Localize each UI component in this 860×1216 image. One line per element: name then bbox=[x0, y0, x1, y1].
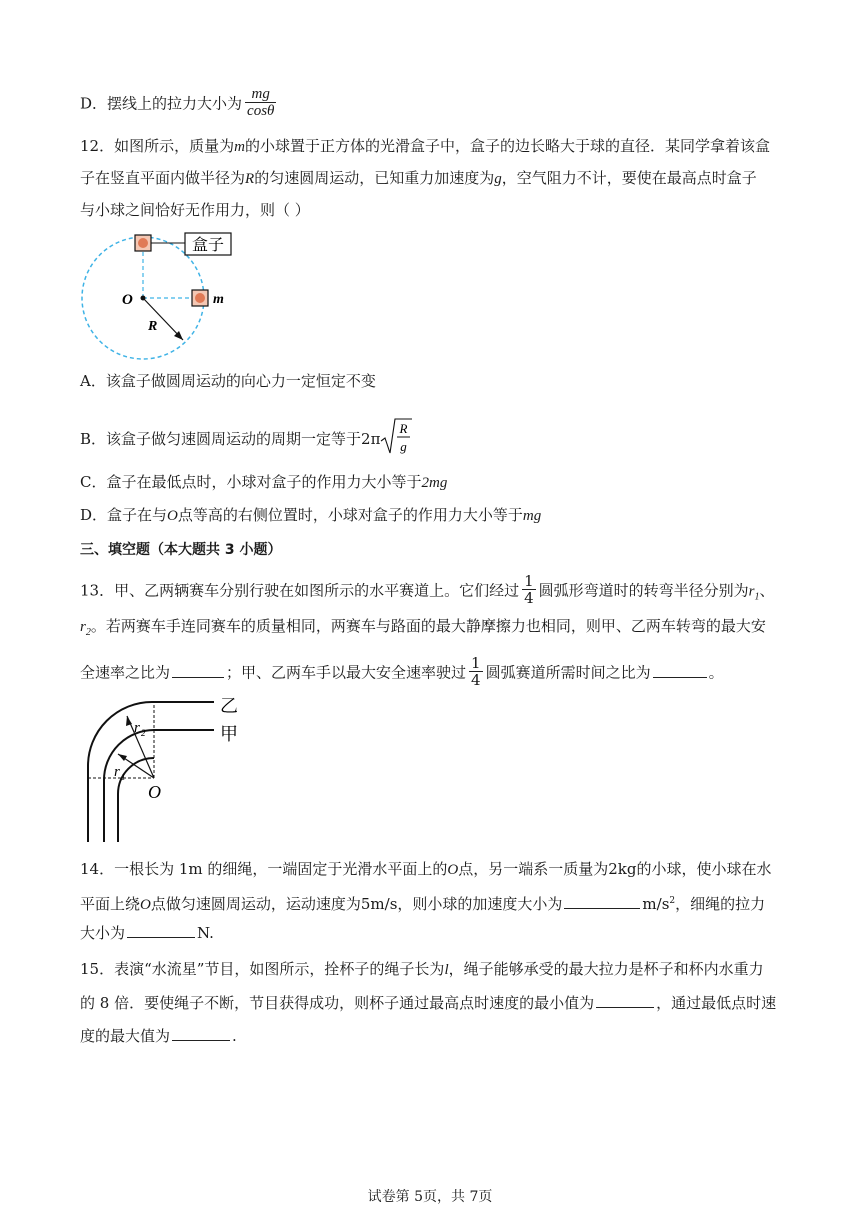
r1-sub-label: 1 bbox=[121, 772, 126, 782]
q12-circle-figure bbox=[80, 230, 250, 365]
q14-stem-line1: 14．一根长为 1m 的细绳，一端固定于光滑水平面上的O点，另一端系一质量为2kg的小球，使小球在水 bbox=[80, 860, 772, 878]
answer-blank-tension[interactable] bbox=[127, 921, 195, 938]
page-footer: 试卷第 5页，共 7页 bbox=[367, 1189, 493, 1205]
q13-track-figure bbox=[80, 694, 260, 844]
answer-blank-acceleration[interactable] bbox=[564, 892, 640, 909]
q13-stem-line1: 13．甲、乙两辆赛车分别行驶在如图所示的水平赛道上。它们经过 $\frac{1}{4}$ 圆弧形弯道时的转弯半径分别为$r_1$、 bbox=[80, 572, 775, 607]
quarter-fraction-2: $\frac{1}{4}$ bbox=[471, 654, 481, 689]
q15-stem-line3: 度的最大值为 . bbox=[80, 1024, 780, 1048]
q12-option-d: D．盒子在与O点等高的右侧位置时，小球对盒子的作用力大小等于mg bbox=[80, 506, 542, 524]
q11-option-d: D．摆线上的拉力大小为 $\frac{mg}{\cos\theta}$ bbox=[80, 86, 275, 119]
answer-blank-time-ratio[interactable] bbox=[653, 661, 707, 678]
q12-stem-line1: 12．如图所示，质量为m的小球置于正方体的光滑盒子中，盒子的边长略大于球的直径．某同学拿着该盒 bbox=[80, 137, 770, 155]
center-point bbox=[141, 296, 146, 301]
svg-text:R: R bbox=[399, 421, 408, 436]
q13-stem-line3: 全速率之比为 ；甲、乙两车手以最大安全速率驶过 $\frac{1}{4}$ 圆弧赛道所需时间之比为 。 bbox=[80, 654, 724, 689]
r2-label: r bbox=[134, 720, 140, 736]
r1-label: r bbox=[114, 764, 120, 780]
section-3-title: 三、填空题（本大题共 3 小题） bbox=[80, 542, 282, 558]
q14-stem-line3: 大小为 N. bbox=[80, 921, 780, 945]
q15-stem-line2: 的 8 倍．要使绳子不断，节目获得成功，则杯子通过最高点时速度的最小值为 ，通过最低点时速 bbox=[80, 991, 780, 1015]
radius-label: R bbox=[148, 319, 158, 334]
q12-option-a: A．该盒子做圆周运动的向心力一定恒定不变 bbox=[80, 372, 376, 390]
tension-fraction: $\frac{mg}{\cos\theta}$ bbox=[247, 86, 275, 119]
q13-stem-line2: $r_2$。若两赛车手连同赛车的质量相同，两赛车与路面的最大静摩擦力也相同，则甲、乙两车转弯的最大安 bbox=[80, 617, 766, 638]
mass-label: m bbox=[213, 292, 224, 307]
sqrt-R-over-g bbox=[380, 417, 412, 457]
center-O-label: O bbox=[148, 782, 161, 802]
r2-sub-label: 2 bbox=[141, 728, 146, 738]
answer-blank-max-speed[interactable] bbox=[172, 1024, 230, 1041]
track-yi-label: 乙 bbox=[220, 696, 238, 716]
q12-stem-line3: 与小球之间恰好无作用力，则（ ） bbox=[80, 201, 310, 219]
ball-right bbox=[195, 293, 205, 303]
quarter-fraction: $\frac{1}{4}$ bbox=[524, 572, 534, 607]
q12-option-b: B．该盒子做匀速圆周运动的周期一定等于2π R g bbox=[80, 420, 780, 460]
answer-blank-speed-ratio[interactable] bbox=[172, 661, 224, 678]
box-label: 盒子 bbox=[191, 237, 225, 254]
q12-option-c: C．盒子在最低点时，小球对盒子的作用力大小等于2mg bbox=[80, 473, 448, 491]
answer-blank-min-speed[interactable] bbox=[596, 991, 654, 1008]
r1-arrow-head bbox=[118, 754, 127, 761]
q14-stem-line2: 平面上绕O点做匀速圆周运动，运动速度为5m/s，则小球的加速度大小为 $m/s^2$，细绳的拉力 bbox=[80, 889, 780, 917]
q12-stem-line2: 子在竖直平面内做半径为R的匀速圆周运动，已知重力加速度为g，空气阻力不计，要使在最高点时盒子 bbox=[80, 169, 757, 187]
svg-text:g: g bbox=[400, 439, 408, 454]
ball-top bbox=[138, 238, 148, 248]
track-jia-label: 甲 bbox=[220, 724, 238, 744]
center-label: O bbox=[122, 292, 133, 308]
q15-stem-line1: 15．表演“水流星”节目，如图所示，拴杯子的绳子长为l，绳子能够承受的最大拉力是杯子和杯内水重力 bbox=[80, 960, 764, 978]
